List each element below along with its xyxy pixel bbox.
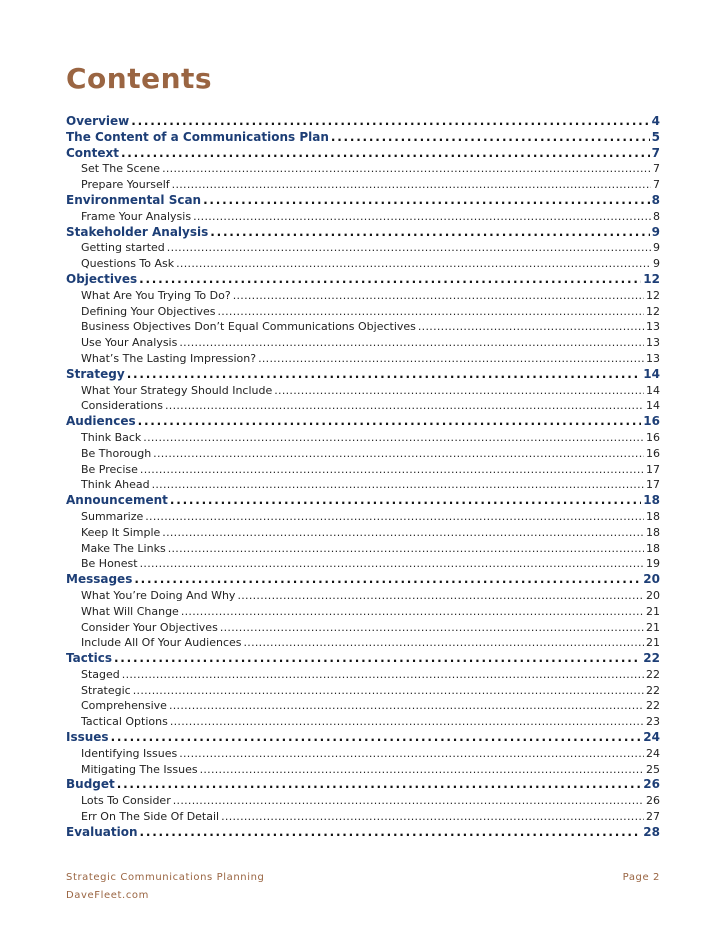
toc-page-number: 13 xyxy=(646,351,660,365)
toc-page-number: 19 xyxy=(646,557,660,571)
toc-section-entry[interactable] xyxy=(66,114,660,130)
footer-document-title: Strategic Communications Planning xyxy=(66,872,265,883)
toc-dot-leader xyxy=(140,556,644,572)
toc-subsection-entry[interactable] xyxy=(66,809,660,825)
toc-section-entry[interactable] xyxy=(66,730,660,746)
toc-dot-leader xyxy=(172,177,651,193)
toc-dot-leader xyxy=(203,193,650,209)
toc-entry-title: Err On The Side Of Detail xyxy=(81,810,220,824)
toc-dot-leader xyxy=(221,809,644,825)
toc-entry-title: Make The Links xyxy=(81,541,166,555)
toc-entry-title: Evaluation xyxy=(66,824,138,839)
toc-section-entry[interactable] xyxy=(66,225,660,241)
toc-entry-title: Summarize xyxy=(81,509,144,523)
toc-subsection-entry[interactable] xyxy=(66,604,660,620)
toc-page-number: 22 xyxy=(646,699,660,713)
toc-page-number: 5 xyxy=(651,129,660,144)
toc-subsection-entry[interactable] xyxy=(66,698,660,714)
toc-page-number: 12 xyxy=(646,288,660,302)
toc-dot-leader xyxy=(170,714,644,730)
toc-dot-leader xyxy=(133,683,644,699)
toc-page-number: 13 xyxy=(646,336,660,350)
toc-entry-title: Mitigating The Issues xyxy=(81,762,198,776)
toc-section-entry[interactable] xyxy=(66,146,660,162)
toc-dot-leader xyxy=(165,398,644,414)
toc-dot-leader xyxy=(127,367,642,383)
toc-entry-title: Overview xyxy=(66,114,130,128)
toc-section-entry[interactable] xyxy=(66,414,660,430)
toc-entry-title: Announcement xyxy=(66,493,168,508)
toc-dot-leader xyxy=(140,462,644,478)
toc-dot-leader xyxy=(162,161,651,177)
toc-page-number: 22 xyxy=(643,651,660,666)
toc-subsection-entry[interactable] xyxy=(66,288,660,304)
toc-section-entry[interactable] xyxy=(66,493,660,509)
toc-subsection-entry[interactable] xyxy=(66,635,660,651)
toc-dot-leader xyxy=(152,477,644,493)
toc-dot-leader xyxy=(117,777,642,793)
toc-entry-title: Keep It Simple xyxy=(81,525,161,539)
toc-page-number: 16 xyxy=(646,446,660,460)
toc-subsection-entry[interactable] xyxy=(66,256,660,272)
toc-dot-leader xyxy=(145,509,644,525)
toc-entry-title: Lots To Consider xyxy=(81,794,171,808)
toc-subsection-entry[interactable] xyxy=(66,351,660,367)
toc-subsection-entry[interactable] xyxy=(66,335,660,351)
toc-page-number: 16 xyxy=(646,430,660,444)
toc-entry-title: What Will Change xyxy=(81,604,179,618)
toc-dot-leader xyxy=(244,635,645,651)
toc-entry-title: Include All Of Your Audiences xyxy=(81,636,242,650)
toc-subsection-entry[interactable] xyxy=(66,240,660,256)
toc-subsection-entry[interactable] xyxy=(66,209,660,225)
toc-page-number: 8 xyxy=(651,192,660,207)
toc-dot-leader xyxy=(139,272,641,288)
toc-dot-leader xyxy=(218,304,644,320)
toc-page-number: 18 xyxy=(646,525,660,539)
toc-dot-leader xyxy=(162,525,644,541)
toc-page-number: 27 xyxy=(646,810,660,824)
toc-section-entry[interactable] xyxy=(66,367,660,383)
toc-entry-title: Set The Scene xyxy=(81,162,161,176)
toc-entry-title: Think Back xyxy=(81,430,142,444)
toc-dot-leader xyxy=(179,746,644,762)
toc-entry-title: What’s The Lasting Impression? xyxy=(81,351,257,365)
toc-entry-title: Budget xyxy=(66,777,115,792)
toc-entry-title: Objectives xyxy=(66,271,138,286)
toc-page-number: 12 xyxy=(643,271,660,286)
toc-dot-leader xyxy=(111,730,642,746)
toc-dot-leader xyxy=(134,572,641,588)
toc-entry-title: Defining Your Objectives xyxy=(81,304,216,318)
toc-page-number: 4 xyxy=(651,114,660,128)
toc-subsection-entry[interactable] xyxy=(66,714,660,730)
footer-page-number: Page 2 xyxy=(622,872,660,883)
footer-site: DaveFleet.com xyxy=(66,890,149,901)
toc-subsection-entry[interactable] xyxy=(66,541,660,557)
toc-subsection-entry[interactable] xyxy=(66,588,660,604)
toc-subsection-entry[interactable] xyxy=(66,398,660,414)
toc-page-number: 22 xyxy=(646,667,660,681)
toc-page-number: 17 xyxy=(646,478,660,492)
toc-page-number: 7 xyxy=(653,162,660,176)
toc-dot-leader xyxy=(200,762,644,778)
toc-subsection-entry[interactable] xyxy=(66,383,660,399)
toc-page-number: 22 xyxy=(646,683,660,697)
page-title: Contents xyxy=(66,62,213,95)
toc-entry-title: Stakeholder Analysis xyxy=(66,224,209,239)
toc-page-number: 9 xyxy=(653,257,660,271)
toc-page-number: 21 xyxy=(646,620,660,634)
toc-page-number: 24 xyxy=(643,730,660,745)
toc-dot-leader xyxy=(121,146,650,162)
toc-dot-leader xyxy=(114,651,641,667)
toc-page-number: 18 xyxy=(646,509,660,523)
toc-dot-leader xyxy=(193,209,651,225)
toc-entry-title: Issues xyxy=(66,730,109,745)
toc-section-entry[interactable] xyxy=(66,651,660,667)
toc-subsection-entry[interactable] xyxy=(66,509,660,525)
toc-page-number: 13 xyxy=(646,320,660,334)
toc-section-entry[interactable] xyxy=(66,130,660,146)
toc-subsection-entry[interactable] xyxy=(66,446,660,462)
toc-entry-title: Be Precise xyxy=(81,462,138,476)
toc-dot-leader xyxy=(220,620,644,636)
toc-page-number: 14 xyxy=(646,399,660,413)
toc-page-number: 20 xyxy=(646,588,660,602)
toc-entry-title: Audiences xyxy=(66,414,136,429)
toc-subsection-entry[interactable] xyxy=(66,762,660,778)
toc-dot-leader xyxy=(418,319,644,335)
toc-section-entry[interactable] xyxy=(66,572,660,588)
toc-section-entry[interactable] xyxy=(66,272,660,288)
toc-dot-leader xyxy=(233,288,644,304)
toc-dot-leader xyxy=(140,825,642,841)
toc-dot-leader xyxy=(167,240,651,256)
toc-page-number: 16 xyxy=(643,414,660,429)
toc-dot-leader xyxy=(168,541,644,557)
toc-entry-title: Context xyxy=(66,145,119,160)
toc-dot-leader xyxy=(274,383,644,399)
toc-page-number: 21 xyxy=(646,604,660,618)
toc-entry-title: Questions To Ask xyxy=(81,257,175,271)
toc-page-number: 20 xyxy=(643,572,660,587)
toc-entry-title: What Are You Trying To Do? xyxy=(81,288,231,302)
toc-entry-title: Comprehensive xyxy=(81,699,167,713)
toc-subsection-entry[interactable] xyxy=(66,161,660,177)
toc-dot-leader xyxy=(210,225,649,241)
toc-subsection-entry[interactable] xyxy=(66,319,660,335)
toc-page-number: 9 xyxy=(653,241,660,255)
toc-entry-title: Use Your Analysis xyxy=(81,336,178,350)
toc-page-number: 17 xyxy=(646,462,660,476)
toc-dot-leader xyxy=(153,446,644,462)
toc-entry-title: Be Thorough xyxy=(81,446,152,460)
toc-entry-title: Business Objectives Don’t Equal Communications Objectives xyxy=(81,320,416,334)
toc-dot-leader xyxy=(173,793,644,809)
toc-page-number: 18 xyxy=(646,541,660,555)
toc-subsection-entry[interactable] xyxy=(66,746,660,762)
toc-entry-title: Messages xyxy=(66,572,133,587)
toc-entry-title: Consider Your Objectives xyxy=(81,620,218,634)
toc-dot-leader xyxy=(131,114,649,130)
toc-page-number: 9 xyxy=(651,224,660,239)
toc-dot-leader xyxy=(237,588,644,604)
toc-dot-leader xyxy=(181,604,644,620)
toc-page-number: 8 xyxy=(653,209,660,223)
toc-dot-leader xyxy=(143,430,644,446)
toc-dot-leader xyxy=(331,130,650,146)
toc-dot-leader xyxy=(176,256,651,272)
toc-entry-title: Staged xyxy=(81,667,120,681)
toc-entry-title: Getting started xyxy=(81,241,165,255)
toc-subsection-entry[interactable] xyxy=(66,620,660,636)
toc-section-entry[interactable] xyxy=(66,825,660,841)
toc-subsection-entry[interactable] xyxy=(66,683,660,699)
toc-page-number: 14 xyxy=(646,383,660,397)
toc-entry-title: Prepare Yourself xyxy=(81,178,170,192)
toc-dot-leader xyxy=(138,414,642,430)
toc-page-number: 24 xyxy=(646,746,660,760)
toc-subsection-entry[interactable] xyxy=(66,525,660,541)
toc-entry-title: Tactical Options xyxy=(81,715,168,729)
toc-page-number: 21 xyxy=(646,636,660,650)
toc-page-number: 7 xyxy=(651,145,660,160)
toc-page-number: 12 xyxy=(646,304,660,318)
toc-entry-title: Think Ahead xyxy=(81,478,150,492)
toc-section-entry[interactable] xyxy=(66,777,660,793)
toc-page-number: 28 xyxy=(643,824,660,839)
toc-dot-leader xyxy=(122,667,644,683)
toc-dot-leader xyxy=(170,493,641,509)
toc-entry-title: Tactics xyxy=(66,651,112,666)
toc-entry-title: What Your Strategy Should Include xyxy=(81,383,273,397)
toc-page-number: 7 xyxy=(653,178,660,192)
toc-subsection-entry[interactable] xyxy=(66,556,660,572)
toc-page-number: 14 xyxy=(643,366,660,381)
toc-page-number: 18 xyxy=(643,493,660,508)
toc-subsection-entry[interactable] xyxy=(66,177,660,193)
toc-subsection-entry[interactable] xyxy=(66,793,660,809)
toc-page-number: 26 xyxy=(643,777,660,792)
toc-entry-title: Identifying Issues xyxy=(81,746,178,760)
toc-entry-title: Considerations xyxy=(81,399,163,413)
toc-entry-title: Be Honest xyxy=(81,557,138,571)
toc-entry-title: Environmental Scan xyxy=(66,192,202,207)
toc-entry-title: Strategy xyxy=(66,366,125,381)
toc-subsection-entry[interactable] xyxy=(66,477,660,493)
toc-subsection-entry[interactable] xyxy=(66,667,660,683)
toc-subsection-entry[interactable] xyxy=(66,304,660,320)
toc-entry-title: What You’re Doing And Why xyxy=(81,588,236,602)
toc-entry-title: Frame Your Analysis xyxy=(81,209,192,223)
toc-page-number: 25 xyxy=(646,762,660,776)
toc-page-number: 26 xyxy=(646,794,660,808)
toc-dot-leader xyxy=(169,698,644,714)
toc-section-entry[interactable] xyxy=(66,193,660,209)
toc-entry-title: Strategic xyxy=(81,683,131,697)
toc-dot-leader xyxy=(258,351,644,367)
toc-entry-title: The Content of a Communications Plan xyxy=(66,129,329,144)
toc-page-number: 23 xyxy=(646,715,660,729)
toc-subsection-entry[interactable] xyxy=(66,430,660,446)
toc-dot-leader xyxy=(179,335,644,351)
table-of-contents xyxy=(66,114,660,841)
toc-subsection-entry[interactable] xyxy=(66,462,660,478)
